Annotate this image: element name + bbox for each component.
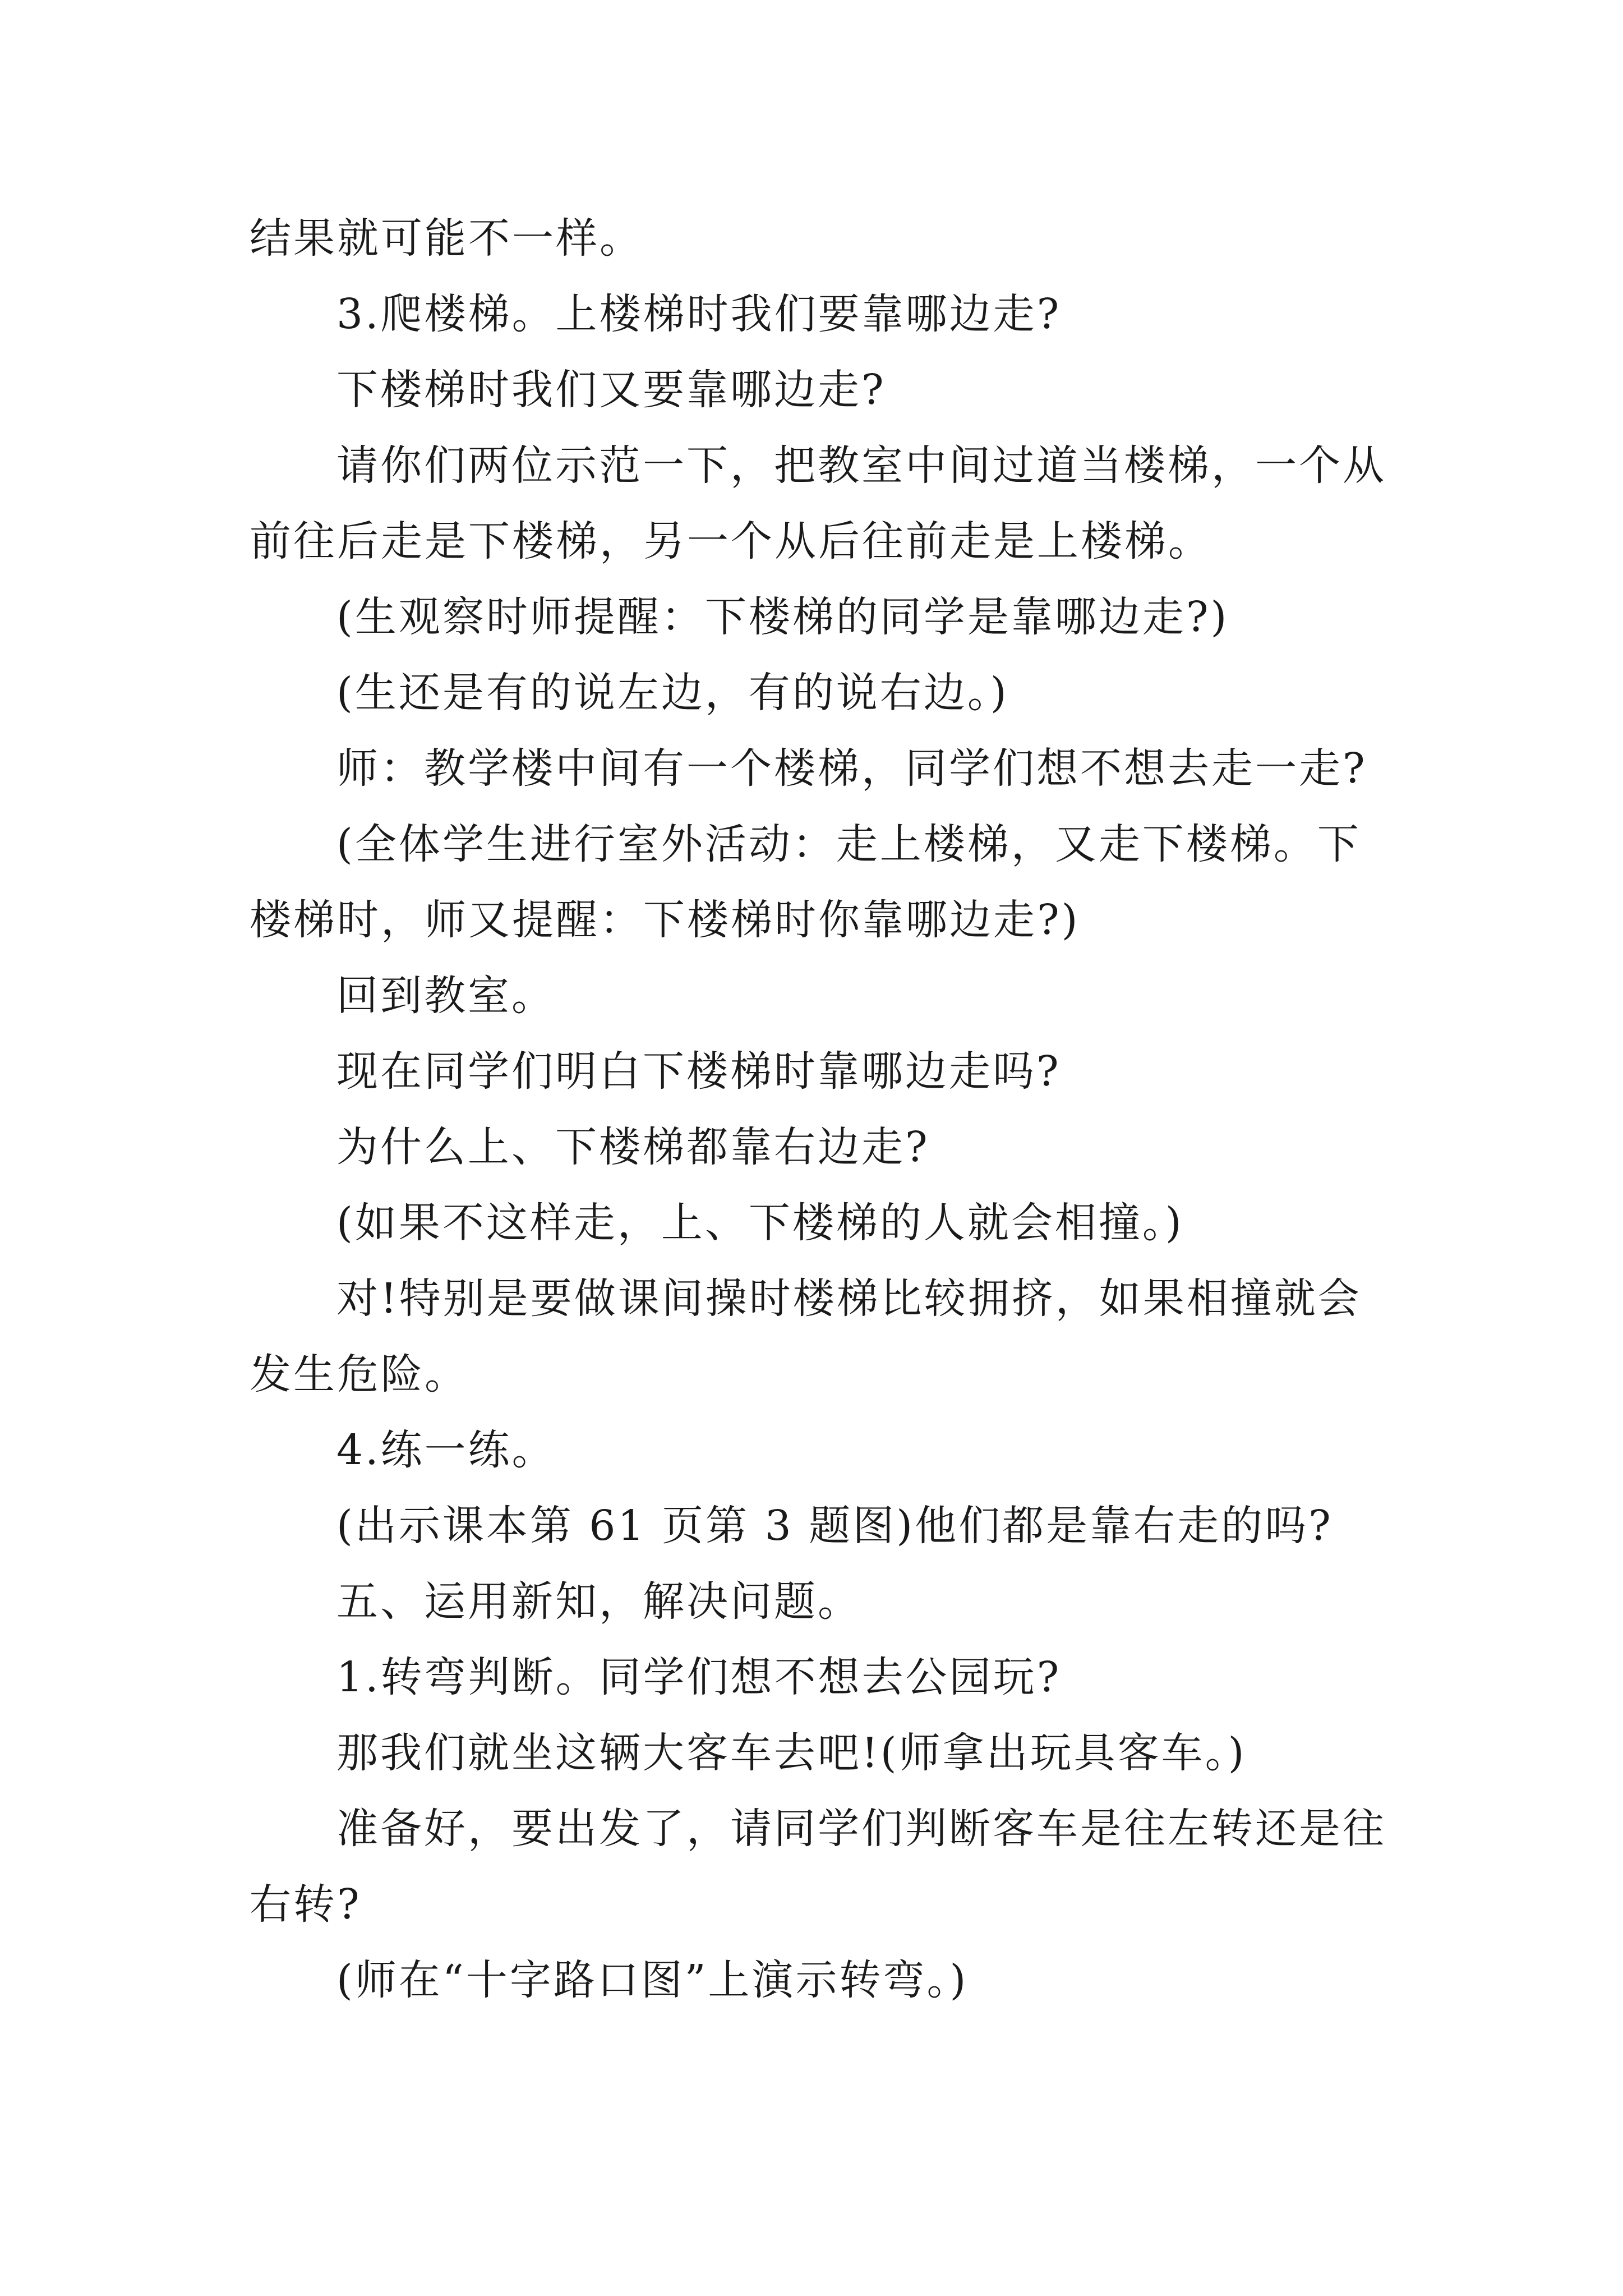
paragraph-line-14: (如果不这样走，上、下楼梯的人就会相撞。) — [336, 1199, 1184, 1247]
paragraph-line-21: 那我们就坐这辆大客车去吧!(师拿出玩具客车。) — [336, 1729, 1247, 1777]
paragraph-line-7: (生还是有的说左边，有的说右边。) — [336, 669, 1009, 717]
paragraph-line-23: 右转? — [250, 1880, 362, 1929]
paragraph-line-18: (出示课本第 61 页第 3 题图)他们都是靠右走的吗? — [336, 1502, 1333, 1550]
paragraph-line-9: (全体学生进行室外活动：走上楼梯，又走下楼梯。下 — [336, 820, 1361, 868]
paragraph-line-17: 4.练一练。 — [336, 1426, 556, 1474]
paragraph-line-1: 结果就可能不一样。 — [250, 214, 643, 263]
paragraph-line-3: 下楼梯时我们又要靠哪边走? — [336, 366, 886, 414]
paragraph-line-22: 准备好，要出发了，请同学们判断客车是往左转还是往 — [336, 1805, 1386, 1853]
paragraph-line-19: 五、运用新知，解决问题。 — [336, 1577, 861, 1626]
paragraph-line-11: 回到教室。 — [336, 972, 555, 1020]
paragraph-line-2: 3.爬楼梯。上楼梯时我们要靠哪边走? — [336, 290, 1062, 338]
paragraph-line-16: 发生危险。 — [250, 1350, 468, 1398]
paragraph-line-6: (生观察时师提醒：下楼梯的同学是靠哪边走?) — [336, 593, 1229, 641]
paragraph-line-24: (师在“十字路口图”上演示转弯。) — [336, 1956, 969, 2004]
paragraph-line-8: 师：教学楼中间有一个楼梯，同学们想不想去走一走? — [336, 744, 1367, 793]
paragraph-line-13: 为什么上、下楼梯都靠右边走? — [336, 1123, 930, 1171]
paragraph-line-15: 对!特别是要做课间操时楼梯比较拥挤，如果相撞就会 — [336, 1274, 1362, 1323]
paragraph-line-4: 请你们两位示范一下，把教室中间过道当楼梯，一个从 — [336, 441, 1386, 490]
paragraph-line-20: 1.转弯判断。同学们想不想去公园玩? — [336, 1653, 1062, 1701]
paragraph-line-12: 现在同学们明白下楼梯时靠哪边走吗? — [336, 1047, 1061, 1096]
paragraph-line-5: 前往后走是下楼梯，另一个从后往前走是上楼梯。 — [250, 517, 1212, 565]
paragraph-line-10: 楼梯时，师又提醒：下楼梯时你靠哪边走?) — [250, 896, 1080, 944]
